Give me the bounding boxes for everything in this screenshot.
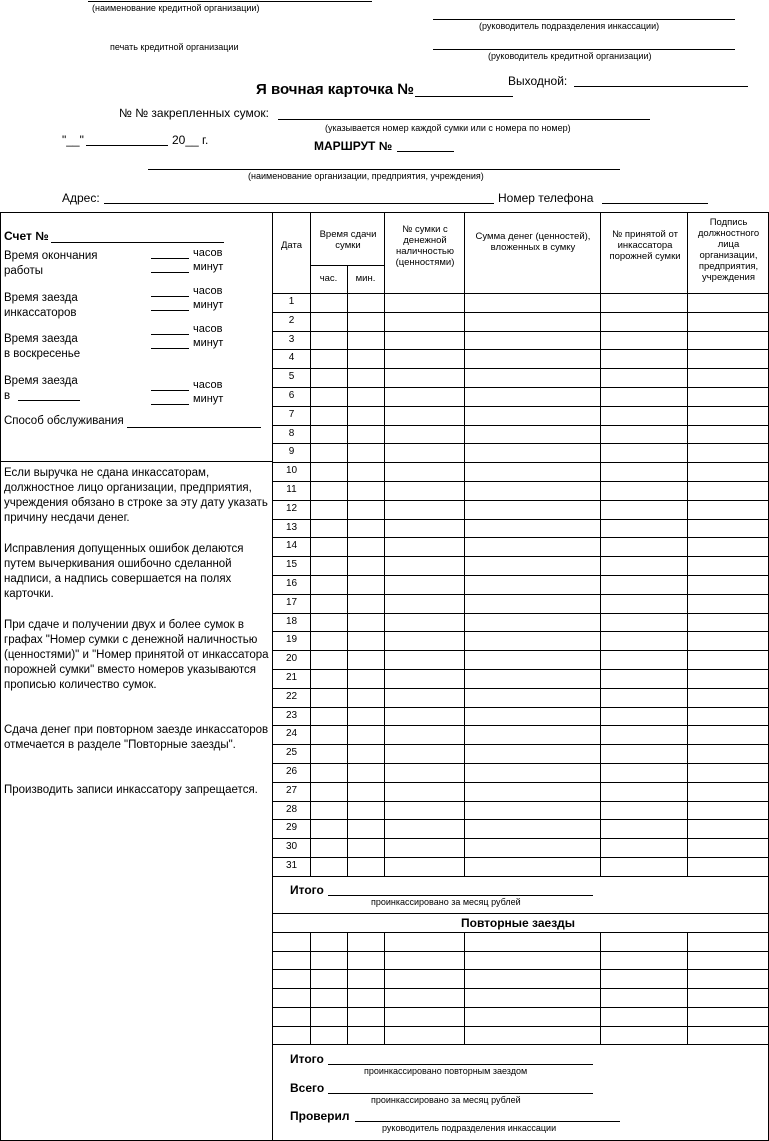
day-number: 6 [288, 390, 295, 401]
day-number: 29 [285, 822, 298, 833]
col-date-header: Дата [280, 240, 303, 251]
phone-line [602, 203, 708, 204]
col-time-header: Время сдачи сумки [319, 229, 377, 251]
repeat-col-line [600, 932, 601, 1044]
day-number: 2 [288, 315, 295, 326]
grid-row-line [272, 575, 769, 576]
day-number: 3 [288, 334, 295, 345]
day-off-label: Выходной: [508, 74, 568, 88]
head-credit-line [433, 49, 735, 50]
phone-label: Номер телефона [498, 191, 594, 205]
day-number: 17 [285, 597, 298, 608]
sunday-label: Время заезда в воскресенье [4, 333, 81, 360]
repeat-total-caption: проинкассировано повторным заездом [364, 1066, 528, 1076]
bags-label: № № закрепленных сумок: [119, 106, 269, 120]
day-number: 28 [285, 804, 298, 815]
grid-row-line [272, 801, 769, 802]
day-number: 19 [285, 634, 298, 645]
total-caption: проинкассировано за месяц рублей [371, 897, 521, 907]
card-title: Я вочная карточка № [256, 81, 414, 98]
grand-total-label: Всего [290, 1081, 325, 1095]
grid-row-line [272, 857, 769, 858]
grid-row-line [272, 669, 769, 670]
note-3: При сдаче и получении двух и более сумок в графах "Номер сумки с денежной наличностью (ценностями)" и "Номер принятой от инкассатора порожней сумки" вместо номеров указываются прописью количество сумок. [4, 619, 269, 691]
grid-row-line [272, 707, 769, 708]
org-name-caption: (наименование кредитной организации) [92, 3, 260, 13]
grand-total-line [328, 1093, 593, 1094]
grid-col-line [347, 265, 348, 876]
left-panel-separator [0, 461, 273, 462]
address-label: Адрес: [62, 191, 100, 205]
route-number-line [397, 151, 454, 152]
day-number: 30 [285, 841, 298, 852]
route-label: МАРШРУТ № [314, 139, 393, 153]
col-amount-header: Сумма денег (ценностей), вложенных в сумку [475, 231, 591, 253]
end-work-minutes-line [151, 272, 189, 273]
grid-row-line [272, 594, 769, 595]
date-month-line [86, 145, 168, 146]
grid-row-line [272, 387, 769, 388]
end-work-minutes-label: минут [193, 261, 224, 273]
note-5: Производить записи инкассатору запрещается. [4, 784, 258, 796]
seal-label: печать кредитной организации [110, 42, 239, 52]
arrival-in-hours-label: часов [193, 379, 223, 391]
col-empty-bag-header: № принятой от инкассатора порожней сумки [609, 229, 681, 262]
repeat-col-line [687, 932, 688, 1044]
date-year: 20__ г. [172, 133, 209, 147]
day-number: 20 [285, 653, 298, 664]
head-encash-caption: (руководитель подразделения инкассации) [479, 21, 660, 31]
day-number: 23 [285, 710, 298, 721]
route-org-line [148, 169, 620, 170]
day-number: 10 [285, 465, 298, 476]
total-line [328, 895, 593, 896]
checked-line [355, 1121, 620, 1122]
grid-row-line [272, 838, 769, 839]
grid-row-line [272, 500, 769, 501]
day-number: 11 [286, 484, 297, 495]
grid-row-line [272, 650, 769, 651]
arrival-in-hours-line [151, 390, 189, 391]
sunday-minutes-line [151, 348, 189, 349]
total-label: Итого [290, 883, 324, 897]
grid-row-line [272, 406, 769, 407]
end-work-hours-line [151, 258, 189, 259]
day-number: 9 [288, 446, 295, 457]
col-bag-no-header: № сумки с денежной наличностью (ценностями) [395, 224, 455, 268]
day-number: 21 [285, 672, 298, 683]
repeat-col-line [384, 932, 385, 1044]
grid-row-line [272, 537, 769, 538]
day-number: 26 [285, 766, 298, 777]
grid-row-line [272, 688, 769, 689]
grand-total-caption: проинкассировано за месяц рублей [371, 1095, 521, 1105]
grid-row-line [272, 613, 769, 614]
grid-row-line [272, 556, 769, 557]
day-number: 12 [285, 503, 298, 514]
service-label: Способ обслуживания [4, 415, 124, 427]
note-2: Исправления допущенных ошибок делаются путем вычеркивания ошибочно сделанной надписи, а надпись совершается на полях карточки. [4, 543, 244, 600]
arrival-in-label: Время заезда в [4, 375, 78, 402]
arrival-minutes-label: минут [193, 299, 224, 311]
arrival-label: Время заезда инкассаторов [4, 292, 78, 319]
day-number: 14 [285, 540, 298, 551]
day-number: 5 [288, 371, 295, 382]
grid-row-line [272, 349, 769, 350]
grid-header-bottom [272, 293, 769, 294]
repeat-col-line [464, 932, 465, 1044]
note-1: Если выручка не сдана инкассаторам, должностное лицо организации, предприятия, учреждения обязано в строке за эту дату указать причину несдачи денег. [4, 467, 268, 524]
grid-row-line [272, 312, 769, 313]
day-number: 27 [285, 785, 298, 796]
repeat-total-line [328, 1064, 593, 1065]
repeat-col-line [310, 932, 311, 1044]
grid-row-line [272, 744, 769, 745]
sunday-minutes-label: минут [193, 337, 224, 349]
date-day: "__" [62, 133, 84, 147]
grid-row-line [272, 425, 769, 426]
day-off-line [574, 86, 748, 87]
card-number-line [415, 96, 513, 97]
bags-caption: (указывается номер каждой сумки или с номера по номер) [325, 123, 571, 133]
checked-caption: руководитель подразделения инкассации [382, 1123, 557, 1133]
col-hours-header: час. [319, 273, 338, 284]
account-label: Счет № [4, 229, 49, 243]
day-number: 15 [285, 559, 298, 570]
grid-row-line [272, 462, 769, 463]
sunday-hours-label: часов [193, 323, 223, 335]
col-signature-header: Подпись должностного лица организации, предприятия, учреждения [697, 217, 760, 283]
day-number: 8 [288, 428, 295, 439]
grid-row-line [272, 876, 769, 877]
grid-row-line [272, 443, 769, 444]
repeat-total-label: Итого [290, 1052, 324, 1066]
checked-label: Проверил [290, 1109, 350, 1123]
head-credit-caption: (руководитель кредитной организации) [488, 51, 652, 61]
day-number: 13 [285, 522, 298, 533]
address-line [104, 203, 494, 204]
repeat-col-line [347, 932, 348, 1044]
grid-row-line [272, 819, 769, 820]
route-org-caption: (наименование организации, предприятия, учреждения) [248, 171, 484, 181]
head-encash-line [433, 19, 735, 20]
day-number: 4 [288, 352, 295, 363]
repeat-top-line [272, 913, 769, 914]
grid-row-line [272, 631, 769, 632]
day-number: 22 [285, 691, 298, 702]
grid-row-line [272, 519, 769, 520]
service-line [127, 427, 261, 428]
org-name-line [88, 1, 372, 2]
day-number: 24 [285, 728, 298, 739]
account-line [51, 242, 224, 243]
day-number: 18 [285, 616, 298, 627]
col-minutes-header: мин. [355, 273, 376, 284]
day-number: 31 [285, 860, 298, 871]
grid-row-line [272, 481, 769, 482]
arrival-in-minutes-label: минут [193, 393, 224, 405]
arrival-in-minutes-line [151, 404, 189, 405]
arrival-hours-label: часов [193, 285, 223, 297]
end-work-label: Время окончания работы [4, 250, 98, 277]
end-work-hours-label: часов [193, 247, 223, 259]
grid-row-line [272, 368, 769, 369]
grid-row-line [272, 782, 769, 783]
day-number: 1 [288, 296, 295, 307]
note-4: Сдача денег при повторном заезде инкассаторов отмечается в разделе "Повторные заезды". [4, 724, 269, 751]
day-number: 7 [288, 409, 295, 420]
day-number: 16 [285, 578, 298, 589]
grid-row-line [272, 331, 769, 332]
grid-row-line [272, 725, 769, 726]
arrival-in-line [18, 400, 80, 401]
day-number: 25 [285, 747, 298, 758]
repeat-title: Повторные заезды [461, 916, 576, 930]
grid-row-line [272, 763, 769, 764]
arrival-minutes-line [151, 310, 189, 311]
bags-line [278, 119, 650, 120]
